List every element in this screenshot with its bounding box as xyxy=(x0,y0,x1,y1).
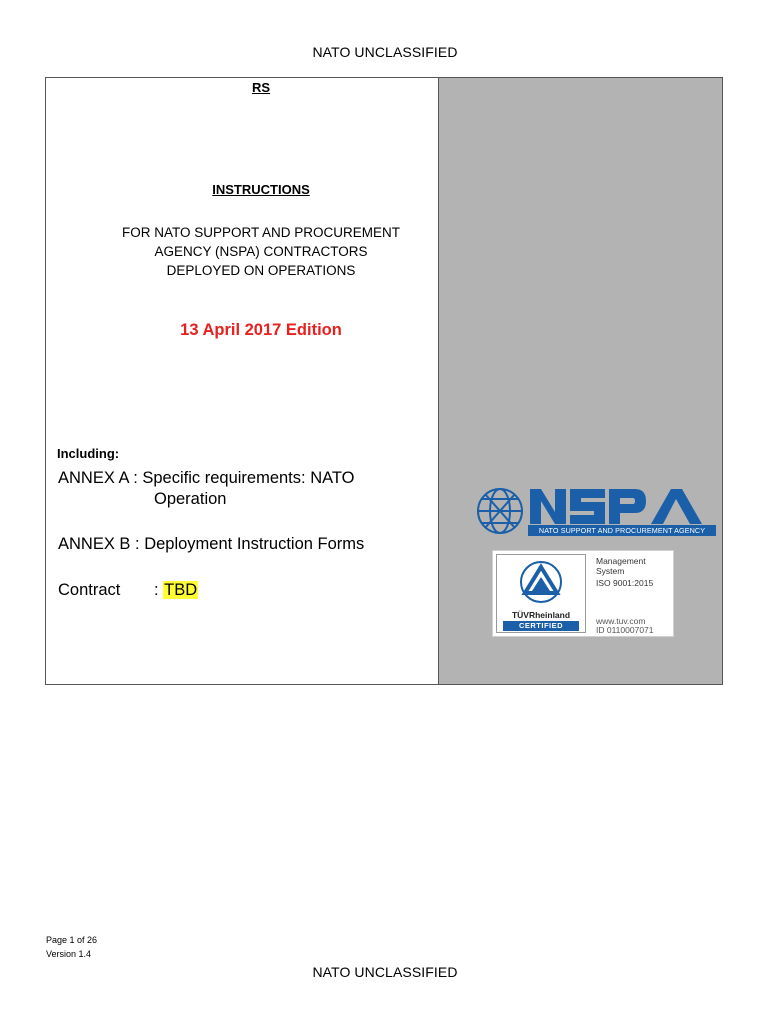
contract-label: Contract xyxy=(58,581,121,599)
bottom-classification: NATO UNCLASSIFIED xyxy=(312,964,458,980)
cover-box xyxy=(45,77,723,685)
subtitle-line: DEPLOYED ON OPERATIONS xyxy=(166,263,356,278)
document-version: Version 1.4 xyxy=(46,949,92,959)
tuv-triangle-icon xyxy=(497,555,585,610)
cert-management: Management xyxy=(596,556,646,566)
annex-a-title-continued: Operation xyxy=(154,490,227,508)
including-label: Including: xyxy=(57,446,120,461)
cert-iso-standard: ISO 9001:2015 xyxy=(596,578,654,588)
nspa-logo xyxy=(475,486,718,536)
tuv-name: TÜVRheinland xyxy=(511,610,571,620)
contract-separator: : xyxy=(154,581,164,599)
contract-row xyxy=(58,580,198,601)
page-number: Page 1 of 26 xyxy=(46,935,98,945)
document-subtitle xyxy=(46,223,476,280)
tuv-emblem xyxy=(496,554,586,633)
contract-value: TBD xyxy=(164,581,198,599)
annex-b-title: ANNEX B : Deployment Instruction Forms xyxy=(58,535,365,553)
cover-text-column xyxy=(46,78,439,684)
nspa-tagline: NATO SUPPORT AND PROCUREMENT AGENCY xyxy=(528,525,716,536)
tuv-certification-badge xyxy=(492,550,674,637)
document-heading: INSTRUCTIONS xyxy=(212,182,310,197)
subtitle-line: FOR NATO SUPPORT AND PROCUREMENT xyxy=(121,225,401,240)
cert-system: System xyxy=(596,566,625,576)
subtitle-line: AGENCY (NSPA) CONTRACTORS xyxy=(154,244,368,259)
rs-label: RS xyxy=(251,80,271,95)
cert-website: www.tuv.com xyxy=(596,616,646,626)
top-classification: NATO UNCLASSIFIED xyxy=(312,44,458,60)
edition-date: 13 April 2017 Edition xyxy=(180,321,342,339)
annex-a-title: ANNEX A : Specific requirements: NATO xyxy=(58,469,355,487)
certified-label: CERTIFIED xyxy=(503,621,579,631)
cert-id: ID 0110007071 xyxy=(596,625,654,635)
